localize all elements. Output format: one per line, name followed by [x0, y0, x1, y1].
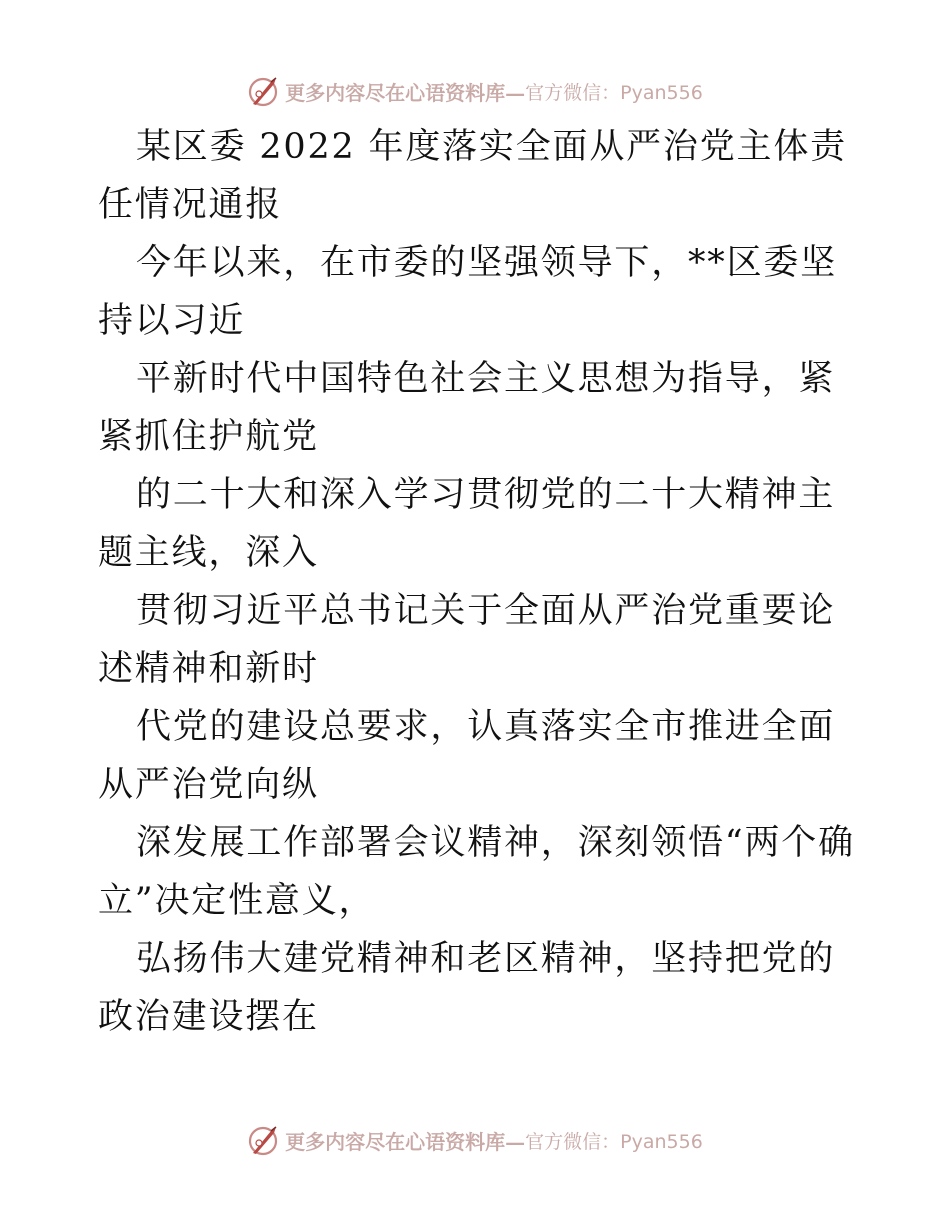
document-line: 深发展工作部署会议精神，深刻领悟“两个确立”决定性意义， — [98, 823, 855, 921]
document-line: 代党的建设总要求，认真落实全市推进全面从严治党向纵 — [98, 707, 836, 805]
document-line: 今年以来，在市委的坚强领导下，**区委坚持以习近 — [98, 243, 838, 341]
document-title-line: 某区委 2022 年度落实全面从严治党主体责任情况通报 — [98, 127, 847, 225]
document-line: 贯彻习近平总书记关于全面从严治党重要论述精神和新时 — [98, 591, 836, 689]
quill-pen-logo-icon — [247, 74, 281, 108]
document-line: 的二十大和深入学习贯彻党的二十大精神主题主线，深入 — [98, 475, 836, 573]
watermark-brand-text: 更多内容尽在心语资料库— — [285, 80, 526, 105]
watermark-wechat-text: 官方微信：Pyan556 — [525, 81, 703, 104]
document-body — [98, 118, 858, 1046]
document-line: 弘扬伟大建党精神和老区精神，坚持把党的政治建设摆在 — [98, 939, 836, 1037]
document-line: 平新时代中国特色社会主义思想为指导，紧紧抓住护航党 — [98, 359, 836, 457]
quill-pen-logo-icon — [247, 1123, 281, 1157]
footer-watermark-banner — [0, 1120, 950, 1160]
header-watermark-banner — [0, 71, 950, 111]
watermark-wechat-text: 官方微信：Pyan556 — [525, 1130, 703, 1153]
watermark-brand-text: 更多内容尽在心语资料库— — [285, 1129, 526, 1154]
